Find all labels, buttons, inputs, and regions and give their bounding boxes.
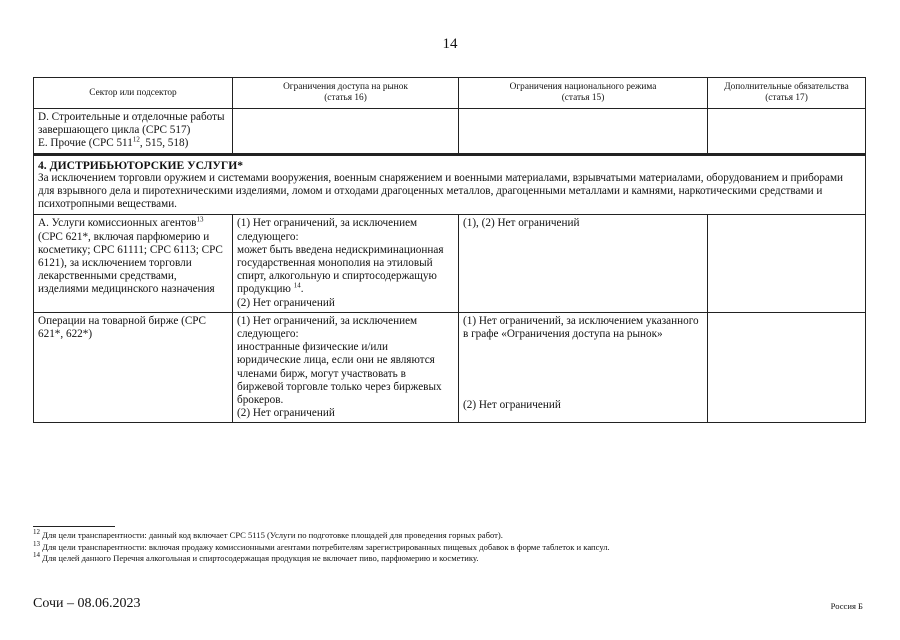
market-commission-monopoly: может быть введена недискриминационная государственная монополия на этиловый спирт, алкогольную и спиртосодержащую продукцию $^{14}$.: [237, 243, 444, 296]
market-commission-line3: (2) Нет ограничений: [237, 296, 335, 309]
section-row-distribution: [34, 154, 866, 215]
cell-market-construction: [233, 109, 459, 155]
footnote-divider: [33, 526, 115, 527]
header-market-access-title: Ограничения доступа на рынок: [283, 82, 408, 92]
header-additional-commitments: [708, 78, 866, 109]
header-additional-title: Дополнительные обязательства: [724, 82, 849, 92]
header-market-access-article: (статья 16): [324, 93, 367, 103]
cell-market-commission: [233, 215, 459, 312]
header-national-treatment-article: (статья 15): [561, 93, 605, 103]
cell-national-construction: [459, 109, 708, 155]
cell-additional-commission: [708, 215, 866, 312]
national-exchange-gap: [463, 341, 703, 399]
construction-other-text: E. Прочие (CPC $511^{12}$, 515, 518): [38, 135, 189, 150]
cell-national-commission: (1), (2) Нет ограничений: [459, 215, 708, 312]
table-row-construction: [34, 109, 866, 155]
header-national-treatment: [459, 78, 708, 109]
header-national-treatment-title: Ограничения национального режима: [509, 82, 657, 92]
header-market-access: [233, 78, 459, 109]
footnote-13: $^{13}$ Для цели транспарентности: включая продажу комиссионными агентами потребителям зарегистрированных пищевых добавок в форме таблеток и капсул.: [33, 539, 610, 552]
table-header-row: [34, 78, 866, 109]
cell-additional-exchange: [708, 312, 866, 423]
national-exchange-line2: (2) Нет ограничений: [463, 399, 561, 412]
footer-location-date: Сочи – 08.06.2023: [33, 596, 141, 611]
schedule-table: [33, 77, 866, 423]
market-commission-line1: (1) Нет ограничений, за исключением следующего:: [237, 217, 418, 243]
market-exchange-line1: (1) Нет ограничений, за исключением следующего:: [237, 314, 418, 341]
cell-sector-commission: A. Услуги комиссионных агентов$^{13}$ (CPC 621*, включая парфюмерию и косметику; CPC 61111; CPC 6113; CPC 6121), за исключением торговли лекарственными средствами, изделиями медицинского назначения: [34, 215, 233, 312]
table-row-exchange: [34, 312, 866, 423]
cell-sector-construction: [34, 109, 233, 155]
cell-additional-construction: [708, 109, 866, 155]
footnotes: [33, 530, 873, 565]
footnote-ref-14: 14: [293, 281, 301, 290]
cell-market-exchange: [233, 312, 459, 423]
market-exchange-line2: иностранные физические и/или юридические лица, если они не являются членами бирж, могут участвовать в биржевой торговле только через биржевых брокеров.: [237, 341, 442, 407]
section-title: 4. ДИСТРИБЬЮТОРСКИЕ УСЛУГИ*: [38, 158, 244, 172]
footnote-12: $^{12}$ Для цели транспарентности: данный код включает CPC 5115 (Услуги по подготовке площадей для проведения горных работ).: [33, 528, 503, 540]
cell-national-exchange: [459, 312, 708, 423]
section-distribution: [34, 154, 866, 215]
page-number: 14: [442, 36, 458, 52]
cell-sector-exchange: Операции на товарной бирже (CPC 621*, 622*): [34, 312, 233, 423]
footnote-14: $^{14}$ Для целей данного Перечня алкогольная и спиртосодержащая продукция не включает пиво, парфюмерию и косметику.: [33, 551, 479, 563]
header-sector: Сектор или подсектор: [34, 78, 233, 109]
table-row-commission: [34, 215, 866, 312]
market-exchange-line3: (2) Нет ограничений: [237, 407, 335, 420]
header-additional-article: (статья 17): [765, 93, 808, 103]
footnote-ref-12: 12: [132, 135, 140, 144]
national-exchange-line1: (1) Нет ограничений, за исключением указанного в графе «Ограничения доступа на рынок»: [463, 314, 699, 341]
footnote-ref-13: 13: [196, 215, 204, 224]
section-exclusion-text: За исключением торговли оружием и системами вооружения, военным снаряжением и военными материалами, взрывчатыми материалами, оборудованием и приборами для взрывного дела и пиротехническими изделиями, ломом и отходами драгоценных металлов, драгоценными металлами и камнями, наркотическими средствами и психотропными веществами.: [38, 171, 844, 211]
footer-party: Россия Б: [830, 601, 863, 611]
construction-finishing-text: D. Строительные и отделочные работы завершающего цикла (CPC 517): [38, 111, 225, 137]
